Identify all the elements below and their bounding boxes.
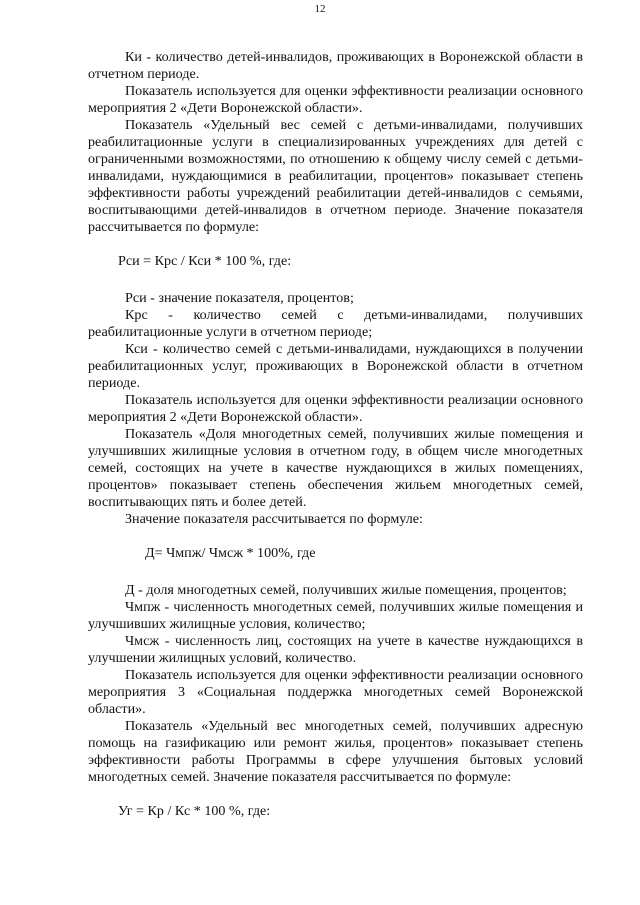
- paragraph-formula-intro: Значение показателя рассчитывается по формуле:: [125, 511, 423, 527]
- formula-rsi: Рси = Крс / Кси * 100 %, где:: [118, 253, 292, 269]
- paragraph-chmpzh-definition: Чмпж - численность многодетных семей, получивших жилые помещения и улучшивших жилищные условия, количество;: [88, 599, 583, 632]
- formula-ug: Уг = Кр / Кс * 100 %, где:: [118, 803, 271, 819]
- paragraph-large-families-housing-indicator: Показатель «Доля многодетных семей, получивших жилые помещения и улучшивших жилищные условия в отчетном году, в общем числе многодетных семей, состоящих на учете в качестве нуждающихся в жилых помещениях, процентов» показывает степень обеспечения жильем многодетных семей, воспитывающих пять и более детей.: [88, 426, 583, 510]
- page-number: 12: [314, 3, 326, 15]
- spacer: [88, 236, 583, 253]
- paragraph-d-definition: Д - доля многодетных семей, получивших жилые помещения, процентов;: [125, 582, 567, 598]
- formula-d: Д= Чмпж/ Чмсж * 100%, где: [145, 545, 316, 561]
- spacer: [88, 562, 583, 582]
- paragraph-indicator-usage-3: Показатель используется для оценки эффективности реализации основного мероприятия 3 «Социальная поддержка многодетных семей Воронежской области».: [88, 667, 583, 717]
- paragraph-rehab-indicator-description: Показатель «Удельный вес семей с детьми-инвалидами, получивших реабилитационные услуги в специализированных учреждениях для детей с ограниченными возможностями, по отношению к общему числу семей с детьми-инвалидами, нуждающимися в реабилитации, процентов» показывает степень эффективности работы учреждений реабилитации детей-инвалидов с семьями, воспитывающими детей-инвалидов в отчетном периоде. Значение показателя рассчитывается по формуле:: [88, 117, 583, 235]
- document-body: [88, 49, 583, 820]
- paragraph-gasification-indicator: Показатель «Удельный вес многодетных семей, получивших адресную помощь на газификацию или ремонт жилья, процентов» показывает степень эффективности работы Программы в сфере улучшения бытовых условий многодетных семей. Значение показателя рассчитывается по формуле:: [88, 718, 583, 785]
- paragraph-rsi-definition: Рси - значение показателя, процентов;: [125, 290, 354, 306]
- paragraph-indicator-usage-2: Показатель используется для оценки эффективности реализации основного мероприятия 2 «Дети Воронежской области».: [88, 392, 583, 425]
- spacer: [88, 786, 583, 803]
- spacer: [88, 270, 583, 290]
- paragraph-indicator-usage-1: Показатель используется для оценки эффективности реализации основного мероприятия 2 «Дети Воронежской области».: [88, 83, 583, 116]
- paragraph-ki-definition: Ки - количество детей-инвалидов, проживающих в Воронежской области в отчетном периоде.: [88, 49, 583, 82]
- paragraph-chmszh-definition: Чмсж - численность лиц, состоящих на учете в качестве нуждающихся в улучшении жилищных условий, количество.: [88, 633, 583, 666]
- spacer: [88, 528, 583, 545]
- paragraph-ksi-definition: Кси - количество семей с детьми-инвалидами, нуждающихся в получении реабилитационных услуг, проживающих в Воронежской области в отчетном периоде.: [88, 341, 583, 391]
- paragraph-krs-definition: Крс - количество семей с детьми-инвалидами, получивших реабилитационные услуги в отчетном периоде;: [88, 307, 583, 340]
